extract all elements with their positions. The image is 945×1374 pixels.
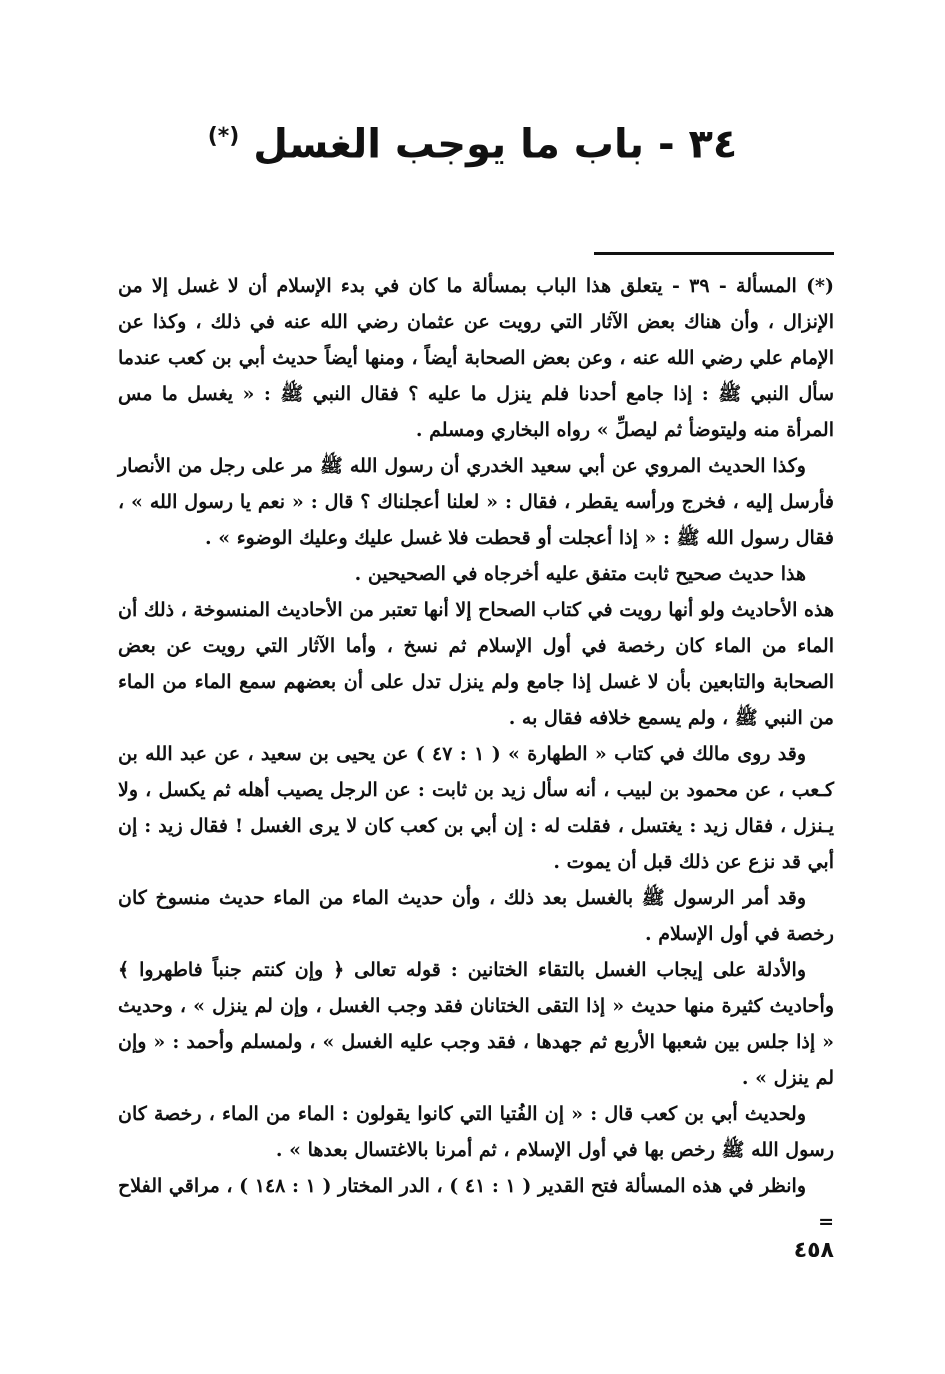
footnote-separator: [594, 252, 834, 255]
page-number: ٤٥٨: [793, 1238, 834, 1263]
footnote-text: يتعلق هذا الباب بمسألة ما كان في بدء الإسلام أن لا غسل إلا من الإنزال ، وأن هناك بعض الآثار التي رويت عن عثمان رضي الله عنه في ذلك ، وكذا عن الإمام علي رضي الله عنه ، وعن بعض الصحابة أيضاً ، ومنها أيضاً حديث أبي بن كعب عندما سأل النبي ﷺ : إذا جامع أحدنا فلم ينزل ما عليه ؟ فقال النبي ﷺ : « يغسل ما مس المرأة منه وليتوضأ ثم ليصلِّ » رواه البخاري ومسلم .: [118, 275, 834, 441]
footnote-mark: (*): [207, 124, 240, 149]
chapter-title: [120, 102, 825, 179]
footnote-paragraph-8: ولحديث أبي بن كعب قال : « إن الفُتيا التي كانوا يقولون : الماء من الماء ، رخصة كان رسول الله ﷺ رخص بها في أول الإسلام ، ثم أمرنا بالاغتسال بعدها » .: [118, 1103, 834, 1161]
footnote-paragraph-2: وكذا الحديث المروي عن أبي سعيد الخدري أن رسول الله ﷺ مر على رجل من الأنصار فأرسل إليه ، فخرج ورأسه يقطر ، فقال : « لعلنا أعجلناك ؟ قال : « نعم يا رسول الله » ، فقال رسول الله ﷺ : « إذا أعجلت أو قحطت فلا غسل عليك وعليك الوضوء » .: [118, 455, 834, 549]
footnote-body: [118, 268, 834, 1240]
chapter-title-text: ٣٤ - باب ما يوجب الغسل: [253, 121, 738, 168]
footnote-lead: (*) المسألة - ٣٩ -: [672, 275, 834, 297]
footnote-paragraph-7: والأدلة على إيجاب الغسل بالتقاء الختانين : قوله تعالى ﴿ وإن كنتم جنباً فاطهروا ﴾ وأحاديث كثيرة منها حديث « إذا التقى الختانان فقد وجب الغسل ، وإن لم ينزل » ، وحديث « إذا جلس بين شعبها الأربع ثم جهدها ، فقد وجب عليه الغسل » ، ولمسلم وأحمد : « وإن لم ينزل » .: [118, 959, 834, 1089]
footnote-paragraph-5: وقد روى مالك في كتاب « الطهارة » ( ١ : ٤٧ ) عن يحيى بن سعيد ، عن عبد الله بن كـعب ، عن محمود بن لبيب ، أنه سأل زيد بن ثابت : عن الرجل يصيب أهله ثم يكسل ، ولا يـنزل ، فقال زيد : يغتسل ، فقلت له : إن أبي بن كعب كان لا يرى الغسل ! فقال زيد : إن أبي قد نزع عن ذلك قبل أن يموت .: [118, 743, 834, 873]
footnote-paragraph-1: [118, 268, 834, 448]
footnote-paragraph-3: هذا حديث صحيح ثابت متفق عليه أخرجاه في الصحيحين .: [354, 563, 806, 585]
footnote-paragraph-6: وقد أمر الرسول ﷺ بالغسل بعد ذلك ، وأن حديث الماء من الماء حديث منسوخ كان رخصة في أول الإسلام .: [118, 887, 834, 945]
footnote-paragraph-9: وانظر في هذه المسألة فتح القدير ( ١ : ٤١ ) ، الدر المختار ( ١ : ١٤٨ ) ، مراقي الفلاح =: [118, 1175, 834, 1233]
footnote-paragraph-4: هذه الأحاديث ولو أنها رويت في كتاب الصحاح إلا أنها تعتبر من الأحاديث المنسوخة ، ذلك أن الماء من الماء كان رخصة في أول الإسلام ثم نسخ ، وأما الآثار التي رويت عن بعض الصحابة والتابعين بأن لا غسل إذا جامع ولم ينزل تدل على أن بعضهم سمع الماء من الماء من النبي ﷺ ، ولم يسمع خلافه فقال به .: [118, 599, 834, 729]
